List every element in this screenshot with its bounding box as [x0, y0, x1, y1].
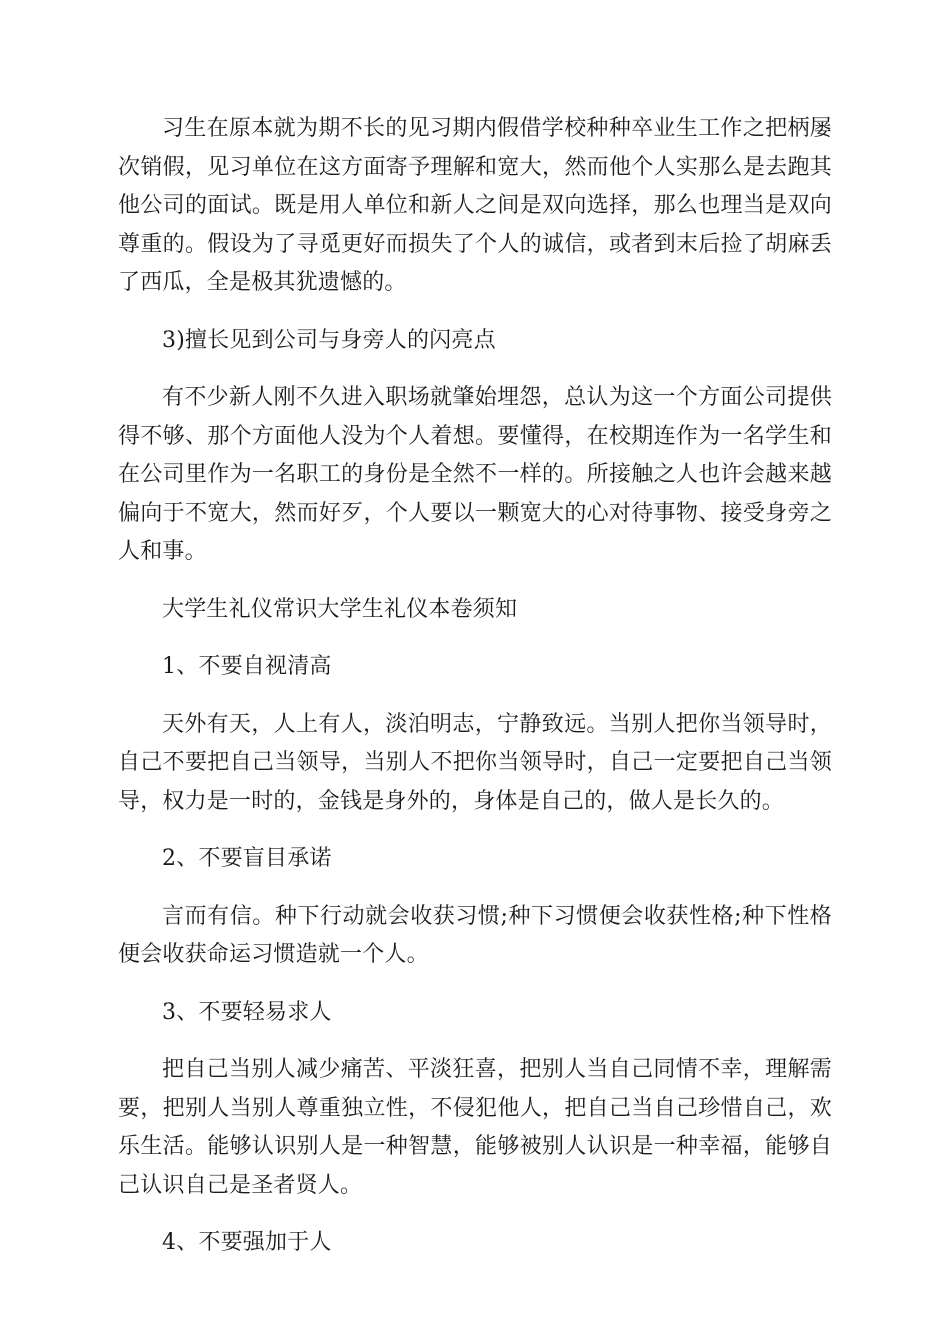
- heading-item-4: 4、不要强加于人: [162, 1230, 332, 1255]
- heading-item-3: 3、不要轻易求人: [162, 999, 332, 1025]
- section-title-etiquette: 大学生礼仪常识大学生礼仪本卷须知: [162, 596, 518, 622]
- paragraph-item-3: 把自己当别人减少痛苦、平淡狂喜，把别人当自己同情不幸，理解需要，把别人当别人尊重独立性，不侵犯他人，把自己当自己珍惜自己，欢乐生活。能够认识别人是一种智慧，能够被别人认识是一种幸福，能够自己认识自己是圣者贤人。: [118, 1057, 832, 1198]
- paragraph-item-2: 言而有信。种下行动就会收获习惯;种下习惯便会收获性格;种下性格便会收获命运习惯造就一个人。: [118, 903, 832, 967]
- heading-item-2: 2、不要盲目承诺: [162, 846, 332, 871]
- paragraph-item-1: 天外有天，人上有人，淡泊明志，宁静致远。当别人把你当领导时，自己不要把自己当领导，当别人不把你当领导时，自己一定要把自己当领导，权力是一时的，金钱是身外的，身体是自己的，做人是长久的。: [118, 711, 832, 814]
- heading-see-highlights: 3)擅长见到公司与身旁人的闪亮点: [162, 327, 496, 353]
- document-body: [118, 110, 832, 1282]
- heading-item-1: 1、不要自视清高: [162, 654, 332, 679]
- paragraph-integrity: 习生在原本就为期不长的见习期内假借学校种种卒业生工作之把柄屡次销假，见习单位在这方面寄予理解和宽大，然而他个人实那么是去跑其他公司的面试。既是用人单位和新人之间是双向选择，那么也理当是双向尊重的。假设为了寻觅更好而损失了个人的诚信，或者到末后捡了胡麻丢了西瓜，全是极其犹遗憾的。: [118, 116, 832, 295]
- paragraph-tolerance: 有不少新人刚不久进入职场就肇始埋怨，总认为这一个方面公司提供得不够、那个方面他人没为个人着想。要懂得，在校期连作为一名学生和在公司里作为一名职工的身份是全然不一样的。所接触之人也许会越来越偏向于不宽大，然而好歹，个人要以一颗宽大的心对待事物、接受身旁之人和事。: [118, 385, 832, 564]
